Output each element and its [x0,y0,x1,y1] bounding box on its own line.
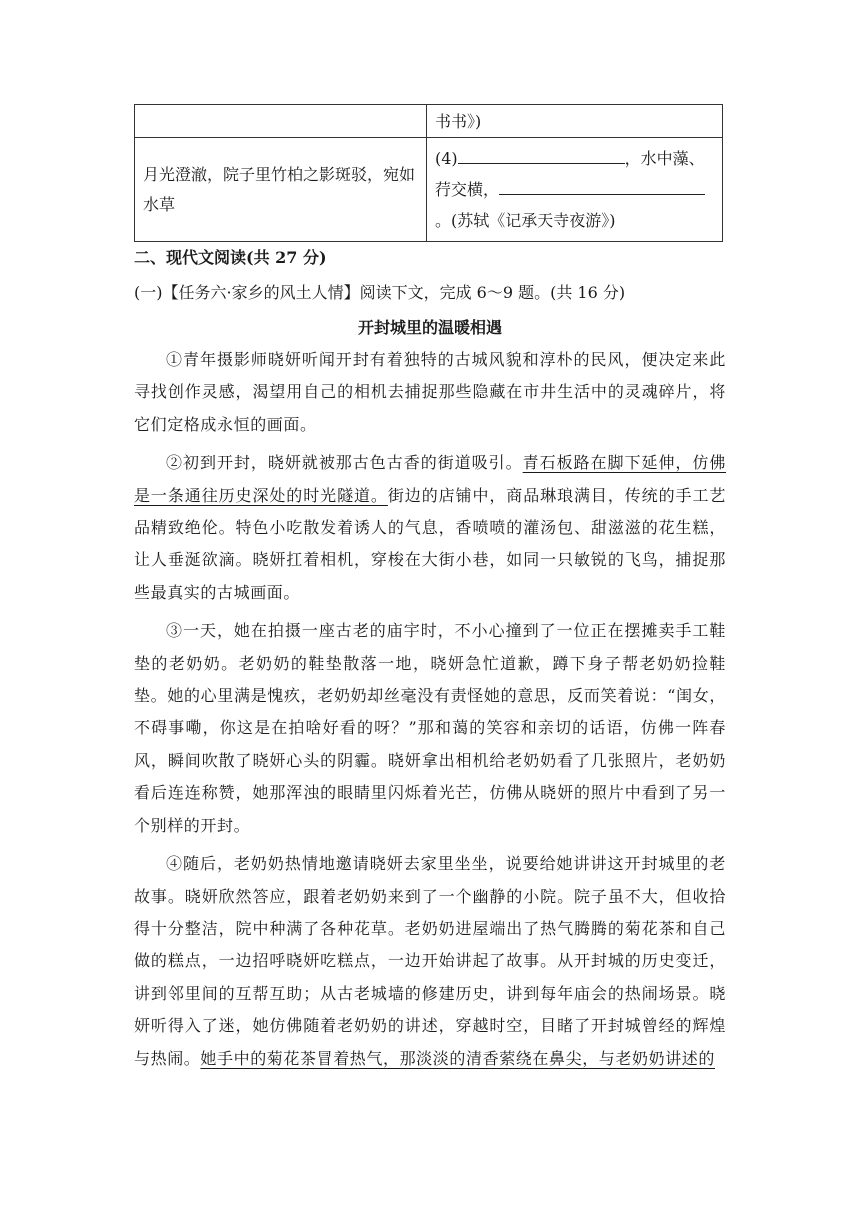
table-cell-left [135,105,427,138]
paragraph-text: 街边的店铺中，商品琳琅满目，传统的手工艺品精致绝伦。特色小吃散发着诱人的气息，香喷喷的灌汤包、甜滋滋的花生糕，让人垂涎欲滴。晓妍扛着相机，穿梭在大街小巷，如同一只敏锐的飞鸟，捕捉那些最真实的古城画面。 [134,485,726,602]
table-cell-left: 月光澄澈，院子里竹柏之影斑驳，宛如水草 [135,138,427,242]
underlined-sentence: 青石板路在脚下延伸，仿佛是一条通往历史深处的时光隧道。 [134,453,726,505]
section-heading: 二、现代文阅读(共 27 分) [134,248,327,267]
article-title: 开封城里的温暖相遇 [357,318,502,337]
paragraph-2 [134,447,726,609]
question-number: (4) [435,149,458,168]
paragraph-3: ③一天，她在拍摄一座古老的庙宇时，不小心撞到了一位正在摆摊卖手工鞋垫的老奶奶。老奶奶的鞋垫散落一地，晓妍急忙道歉，蹲下身子帮老奶奶捡鞋垫。她的心里满是愧疚，老奶奶却丝毫没有责怪她的意思，反而笑着说：“闺女，不碍事嘞，你这是在拍啥好看的呀？”那和蔼的笑容和亲切的话语，仿佛一阵春风，瞬间吹散了晓妍心头的阴霾。晓妍拿出相机给老奶奶看了几张照片，老奶奶看后连连称赞，她那浑浊的眼睛里闪烁着光芒，仿佛从晓妍的照片中看到了另一个别样的开封。 [134,621,726,835]
paragraph-text: ④随后，老奶奶热情地邀请晓妍去家里坐坐，说要给她讲讲这开封城里的老故事。晓妍欣然答应，跟着老奶奶来到了一个幽静的小院。院子虽不大，但收拾得十分整洁，院中种满了各种花草。老奶奶进屋端出了热气腾腾的菊花茶和自己做的糕点，一边招呼晓妍吃糕点，一边开始讲起了故事。从开封城的历史变迁，讲到邻里间的互帮互助；从古老城墙的修建历史，讲到每年庙会的热闹场景。晓妍听得入了迷，她仿佛随着老奶奶的讲述，穿越时空，目睹了开封城曾经的辉煌与热闹。 [134,854,726,1068]
fill-blank[interactable] [499,176,705,195]
paragraph-text: ②初到开封，晓妍就被那古色古香的街道吸引。 [166,453,523,473]
underlined-sentence: 她手中的菊花茶冒着热气，那淡淡的清香萦绕在鼻尖，与老奶奶讲述的 [200,1048,716,1068]
table-cell-right [427,105,723,138]
cell-text: 。(苏轼《记承天寺夜游》) [435,211,616,230]
poem-fill-table [134,104,723,242]
fill-blank[interactable] [458,145,625,164]
table-row [135,105,723,138]
table-cell-right [427,138,723,242]
section-subheading: (一)【任务六·家乡的风土人情】阅读下文，完成 6～9 题。(共 16 分) [134,283,626,302]
article-body [134,344,726,1081]
paragraph-4 [134,848,726,1075]
cell-text: ，水中藻、荇交横， [435,149,705,199]
table-row [135,138,723,242]
paragraph-1: ①青年摄影师晓妍听闻开封有着独特的古城风貌和淳朴的民风，便决定来此寻找创作灵感，渴望用自己的相机去捕捉那些隐藏在市井生活中的灵魂碎片，将它们定格成永恒的画面。 [134,350,726,434]
cell-text: 书书》) [435,111,482,131]
